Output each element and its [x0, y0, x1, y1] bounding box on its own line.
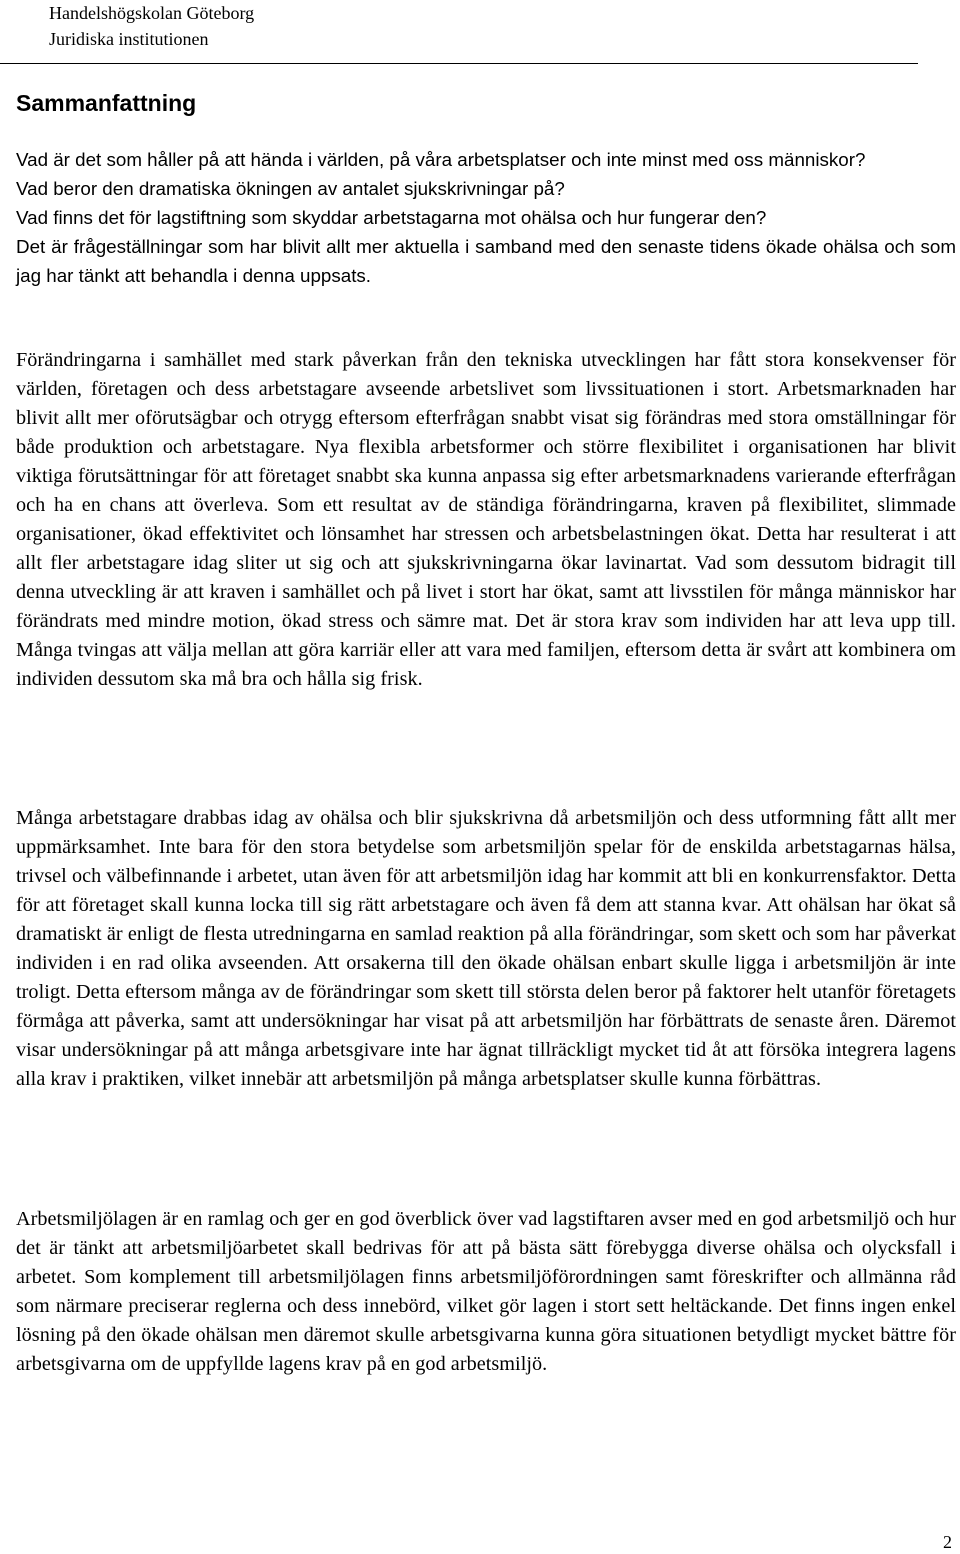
page-number: 2 — [943, 1532, 952, 1552]
paragraph-3: Arbetsmiljölagen är en ramlag och ger en god överblick över vad lagstiftaren avser med en god arbetsmiljö och hur det är tänkt att arbetsmiljöarbetet skall bedrivas för att på bästa sätt förebygga diverse ohälsa och olycksfall i arbetet. Som komplement till arbetsmiljölagen finns arbetsmiljöförordningen samt föreskrifter och allmänna råd som närmare preciserar reglerna och dess innebörd, vilket gör lagen i stort sett heltäckande. Det finns ingen enkel lösning på den ökade ohälsan men däremot skulle arbetsgivarna kunna göra situationen betydligt mycket bättre för arbetsgivarna om de uppfyllde lagens krav på en god arbetsmiljö. — [16, 1208, 956, 1375]
intro-questions — [16, 145, 956, 290]
intro-question-3: Vad finns det för lagstiftning som skyddar arbetstagarna mot ohälsa och hur fungerar den? — [16, 207, 767, 228]
intro-question-2: Vad beror den dramatiska ökningen av antalet sjukskrivningar på? — [16, 178, 565, 199]
intro-statement: Det är frågeställningar som har blivit allt mer aktuella i samband med den senaste tidens ökade ohälsa och som jag har tänkt att behandla i denna uppsats. — [16, 236, 956, 286]
paragraph-2: Många arbetstagare drabbas idag av ohälsa och blir sjukskrivna då arbetsmiljön och dess utformning fått allt mer uppmärksamhet. Inte bara för den stora betydelse som arbetsmiljön spelar för de enskilda arbetstagarnas hälsa, trivsel och välbefinnande i arbetet, utan även för att arbetsmiljön idag har kommit att bli en konkurrensfaktor. Detta för att företaget skall kunna locka till sig rätt arbetstagare och även få dem att stanna kvar. Att ohälsan har ökat så dramatiskt är enligt de flesta utredningarna en samlad reaktion på alla förändringar, som skett och som har påverkat individen i en rad olika avseenden. Att orsakerna till den ökade ohälsan enbart skulle ligga i arbetsmiljön är inte troligt. Detta eftersom många av de förändringar som skett till största delen beror på faktorer helt utanför företagets förmåga att påverka, samt att undersökningar har visat på att arbetsmiljön har förbättrats de senaste åren. Däremot visar undersökningar på att många arbetsgivare inte har ägnat tillräckligt mycket tid åt att försöka integrera lagens alla krav i praktiken, vilket innebär att arbetsmiljön på många arbetsplatser skulle kunna förbättras. — [16, 807, 956, 1090]
document-header — [49, 0, 254, 52]
paragraph-1: Förändringarna i samhället med stark påverkan från den tekniska utvecklingen har fått stora konsekvenser för världen, företagen och dess arbetstagare avseende arbetslivet som livssituationen i stort. Arbetsmarknaden har blivit allt mer oförutsägbar och otrygg eftersom efterfrågan snabbt visat sig förändras med stora omställningar för både produktion och arbetstagare. Nya flexibla arbetsformer och större flexibilitet i organisationen har blivit viktiga förutsättningar för att företaget snabbt ska kunna anpassa sig efter arbetsmarknadens varierande efterfrågan och ha en chans att överleva. Som ett resultat av de ständiga förändringarna, kraven på flexibilitet, slimmade organisationer, ökad effektivitet och lönsamhet har stressen och arbetsbelastningen ökat. Detta har resulterat i att allt fler arbetstagare idag sliter ut sig och att sjukskrivningarna ökar lavinartat. Vad som dessutom bidragit till denna utveckling är att kraven i samhället och på livet i stort har ökat, samt att livsstilen för många människor har förändrats med mindre motion, ökad stress och sämre mat. Det är stora krav som individen har att leva upp till. Många tvingas att välja mellan att göra karriär eller att vara med familjen, eftersom detta är svårt att kombinera om individen dessutom ska må bra och hålla sig frisk. — [16, 349, 956, 690]
header-department: Juridiska institutionen — [49, 29, 209, 49]
header-divider — [0, 63, 918, 64]
header-school: Handelshögskolan Göteborg — [49, 3, 255, 23]
intro-question-1: Vad är det som håller på att hända i världen, på våra arbetsplatser och inte minst med oss människor? — [16, 149, 866, 170]
section-title: Sammanfattning — [16, 90, 197, 116]
